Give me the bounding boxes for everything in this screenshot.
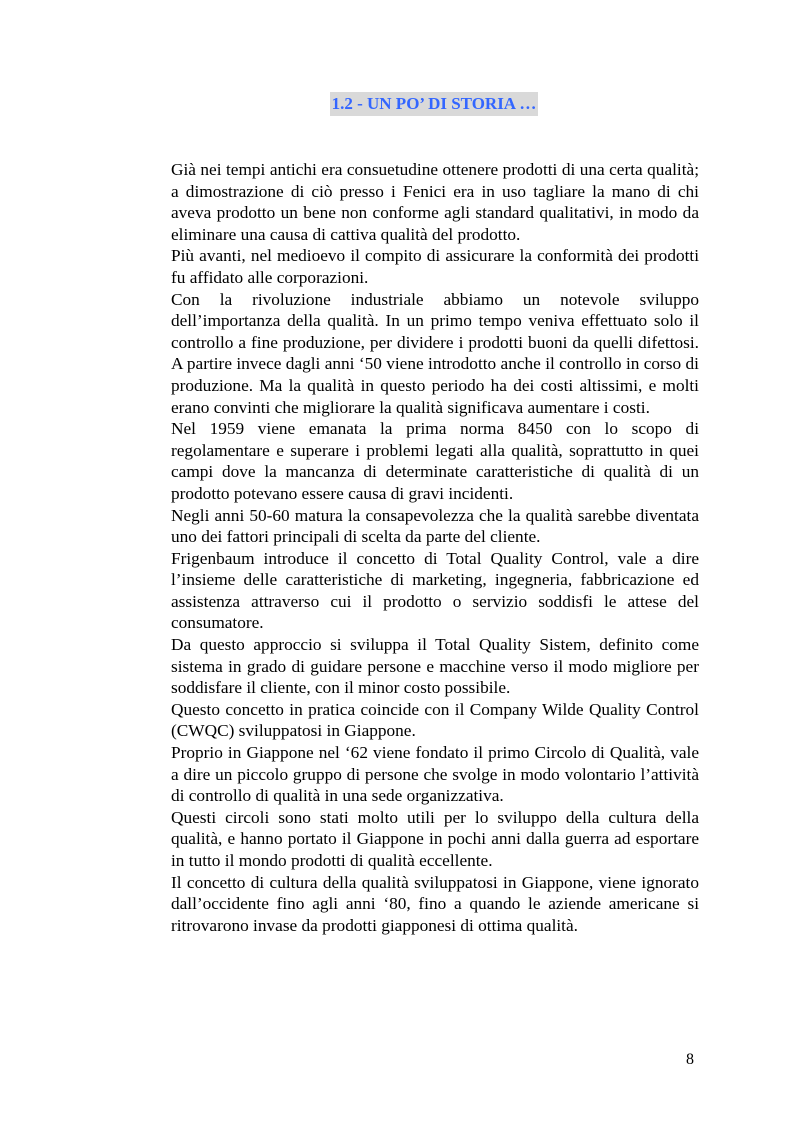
paragraph: Proprio in Giappone nel ‘62 viene fondato il primo Circolo di Qualità, vale a dire un piccolo gruppo di persone che svolge in modo volontario l’attività di controllo di qualità in una sede organizzativa. xyxy=(171,743,699,806)
paragraph: Frigenbaum introduce il concetto di Total Quality Control, vale a dire l’insieme delle caratteristiche di marketing, ingegneria, fabbricazione ed assistenza attraverso cui il prodotto o servizio soddisfi le attese del consumatore. xyxy=(171,548,699,633)
body-text xyxy=(171,159,699,936)
section-heading: 1.2 - UN PO’ DI STORIA … xyxy=(330,92,539,116)
paragraph: Con la rivoluzione industriale abbiamo un notevole sviluppo dell’importanza della qualità. In un primo tempo veniva effettuato solo il controllo a fine produzione, per dividere i prodotti buoni da quelli difettosi. A partire invece dagli anni ‘50 viene introdotto anche il controllo in corso di produzione. Ma la qualità in questo periodo ha dei costi altissimi, e molti erano convinti che migliorare la qualità significava aumentare i costi. xyxy=(171,289,699,417)
paragraph: Il concetto di cultura della qualità sviluppatosi in Giappone, viene ignorato dall’occidente fino agli anni ‘80, fino a quando le aziende americane si ritrovarono invase da prodotti giapponesi di ottima qualità. xyxy=(171,872,699,935)
paragraph: Questo concetto in pratica coincide con il Company Wilde Quality Control (CWQC) sviluppatosi in Giappone. xyxy=(171,699,699,741)
section-heading-container xyxy=(0,92,793,116)
paragraph: Negli anni 50-60 matura la consapevolezza che la qualità sarebbe diventata uno dei fattori principali di scelta da parte del cliente. xyxy=(171,505,699,547)
paragraph: Nel 1959 viene emanata la prima norma 8450 con lo scopo di regolamentare e superare i problemi legati alla qualità, soprattutto in quei campi dove la mancanza di determinate caratteristiche di qualità di un prodotto potevano essere causa di gravi incidenti. xyxy=(171,419,699,503)
page-number: 8 xyxy=(686,1051,694,1068)
paragraph: Più avanti, nel medioevo il compito di assicurare la conformità dei prodotti fu affidato alle corporazioni. xyxy=(171,246,699,287)
paragraph: Questi circoli sono stati molto utili per lo sviluppo della cultura della qualità, e hanno portato il Giappone in pochi anni dalla guerra ad esportare in tutto il mondo prodotti di qualità eccellente. xyxy=(171,807,699,870)
paragraph: Da questo approccio si sviluppa il Total Quality Sistem, definito come sistema in grado di guidare persone e macchine verso il modo migliore per soddisfare il cliente, con il minor costo possibile. xyxy=(171,635,699,698)
paragraph: Già nei tempi antichi era consuetudine ottenere prodotti di una certa qualità; a dimostrazione di ciò presso i Fenici era in uso tagliare la mano di chi aveva prodotto un bene non conforme agli standard qualitativi, in modo da eliminare una causa di cattiva qualità del prodotto. xyxy=(171,160,699,244)
